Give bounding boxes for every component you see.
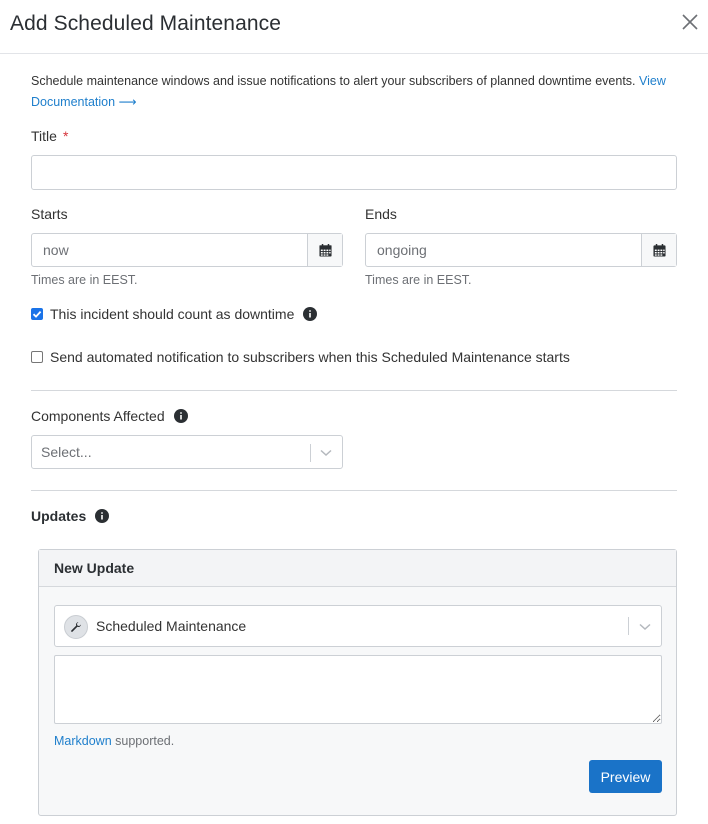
ends-input[interactable] (366, 234, 641, 266)
markdown-link[interactable]: Markdown (54, 734, 112, 748)
notify-checkbox-row (31, 349, 570, 365)
chevron-down-icon (639, 623, 651, 631)
info-icon[interactable] (174, 409, 188, 423)
starts-calendar-button[interactable] (307, 234, 342, 266)
select-separator (310, 444, 311, 462)
updates-label (31, 508, 109, 524)
view-documentation-link-first: View (639, 74, 666, 88)
section-divider (31, 390, 677, 391)
info-icon[interactable] (95, 509, 109, 523)
title-input[interactable] (31, 155, 677, 190)
downtime-checkbox-row (31, 306, 317, 322)
info-icon[interactable] (303, 307, 317, 321)
components-select[interactable] (31, 435, 343, 469)
checkmark-icon (31, 308, 43, 320)
section-divider (31, 490, 677, 491)
starts-timezone-hint: Times are in EEST. (31, 273, 138, 287)
components-label (31, 408, 188, 424)
description-text: Schedule maintenance windows and issue notifications to alert your subscribers of planned downtime events. (31, 74, 636, 88)
new-update-panel-header (39, 550, 676, 587)
update-status-select[interactable] (54, 605, 662, 647)
description (31, 71, 671, 113)
wrench-icon-badge (64, 615, 88, 639)
markdown-hint-suffix: supported. (111, 734, 175, 748)
update-body-textarea[interactable] (54, 655, 662, 724)
starts-label: Starts (31, 206, 68, 222)
modal-title: Add Scheduled Maintenance (10, 12, 282, 35)
markdown-hint (54, 734, 174, 748)
required-marker: * (62, 128, 69, 144)
components-select-placeholder: Select... (41, 444, 92, 460)
update-status-value: Scheduled Maintenance (96, 618, 247, 634)
downtime-label: This incident should count as downtime (50, 306, 295, 322)
title-label (31, 128, 68, 144)
notify-checkbox[interactable] (31, 351, 43, 363)
close-button[interactable] (680, 12, 702, 34)
ends-label: Ends (365, 206, 397, 222)
wrench-icon (70, 621, 82, 633)
view-documentation-link-second: Documentation ⟶ (31, 95, 137, 109)
modal-header (0, 0, 708, 54)
notify-label: Send automated notification to subscribers when this Scheduled Maintenance starts (50, 349, 570, 365)
calendar-icon (653, 244, 666, 257)
new-update-title: New Update (54, 560, 135, 576)
select-separator (628, 617, 629, 635)
title-label-text: Title (31, 128, 57, 144)
downtime-checkbox[interactable] (31, 308, 43, 320)
ends-calendar-button[interactable] (641, 234, 676, 266)
close-icon (680, 12, 700, 32)
starts-date-field (31, 233, 343, 267)
preview-button[interactable]: Preview (589, 760, 662, 793)
chevron-down-icon (320, 449, 332, 457)
new-update-panel (38, 549, 677, 816)
ends-date-field (365, 233, 677, 267)
components-label-text: Components Affected (31, 408, 165, 424)
ends-timezone-hint: Times are in EEST. (365, 273, 472, 287)
calendar-icon (319, 244, 332, 257)
starts-input[interactable] (32, 234, 307, 266)
updates-label-text: Updates (31, 508, 87, 524)
